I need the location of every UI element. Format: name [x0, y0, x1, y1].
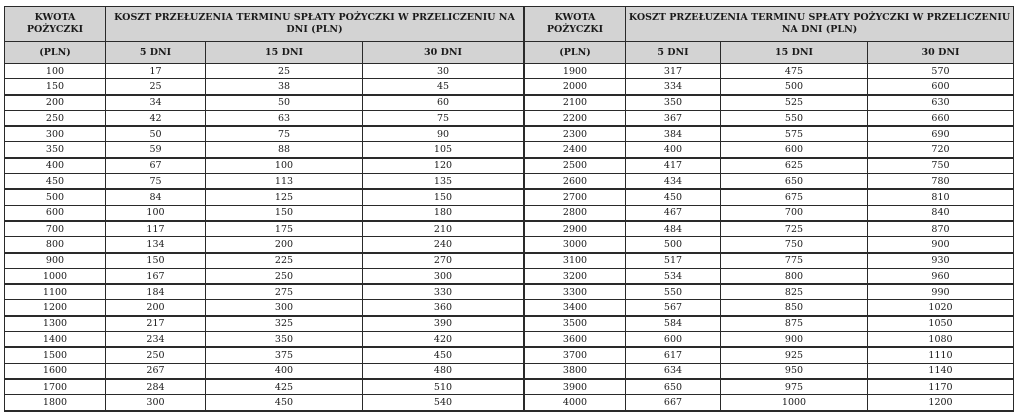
loan-amount-cell: 1900 [525, 64, 626, 79]
cost-5-days-cell: 59 [106, 142, 206, 158]
cost-15-days-cell: 275 [206, 284, 363, 300]
loan-amount-cell: 2300 [525, 126, 626, 142]
cost-30-days-cell: 300 [363, 268, 524, 284]
cost-15-days-cell: 675 [721, 189, 868, 205]
loan-amount-cell: 2900 [525, 221, 626, 237]
cost-30-days-cell: 930 [868, 253, 1014, 269]
cost-5-days-cell: 100 [106, 205, 206, 221]
table-row [5, 95, 524, 111]
cost-30-days-cell: 90 [363, 126, 524, 142]
cost-15-days-cell: 300 [206, 300, 363, 316]
cost-15-days-cell: 475 [721, 64, 868, 79]
cost-15-days-cell: 225 [206, 253, 363, 269]
cost-30-days-cell: 480 [363, 363, 524, 379]
loan-amount-cell: 2100 [525, 95, 626, 111]
table-row [525, 300, 1014, 316]
cost-30-days-cell: 360 [363, 300, 524, 316]
loan-amount-cell: 150 [5, 79, 106, 95]
cost-30-days-cell: 1200 [868, 395, 1014, 411]
table-row [5, 395, 524, 411]
cost-15-days-cell: 800 [721, 268, 868, 284]
cost-15-days-cell: 1000 [721, 395, 868, 411]
cost-5-days-cell: 75 [106, 174, 206, 190]
loan-amount-cell: 2500 [525, 158, 626, 174]
cost-5-days-cell: 617 [626, 347, 721, 363]
loan-amount-cell: 1000 [5, 268, 106, 284]
cost-5-days-cell: 350 [626, 95, 721, 111]
table-row [525, 395, 1014, 411]
cost-15-days-cell: 25 [206, 64, 363, 79]
cost-5-days-cell: 50 [106, 126, 206, 142]
loan-amount-cell: 1600 [5, 363, 106, 379]
cost-30-days-cell: 990 [868, 284, 1014, 300]
cost-30-days-cell: 210 [363, 221, 524, 237]
header-30-days: 30 DNI [363, 42, 524, 64]
cost-30-days-cell: 870 [868, 221, 1014, 237]
cost-15-days-cell: 375 [206, 347, 363, 363]
loan-amount-cell: 250 [5, 110, 106, 126]
table-row [525, 316, 1014, 332]
table-row [5, 64, 524, 79]
cost-30-days-cell: 510 [363, 379, 524, 395]
header-15-days: 15 DNI [721, 42, 868, 64]
cost-15-days-cell: 38 [206, 79, 363, 95]
cost-15-days-cell: 900 [721, 332, 868, 348]
table-row [5, 174, 524, 190]
cost-30-days-cell: 135 [363, 174, 524, 190]
table-row [5, 268, 524, 284]
cost-15-days-cell: 113 [206, 174, 363, 190]
cost-30-days-cell: 570 [868, 64, 1014, 79]
cost-30-days-cell: 660 [868, 110, 1014, 126]
loan-amount-cell: 2200 [525, 110, 626, 126]
table-row [5, 347, 524, 363]
cost-15-days-cell: 650 [721, 174, 868, 190]
table-row [5, 300, 524, 316]
cost-30-days-cell: 420 [363, 332, 524, 348]
cost-30-days-cell: 1110 [868, 347, 1014, 363]
cost-15-days-cell: 425 [206, 379, 363, 395]
table-row [525, 363, 1014, 379]
cost-30-days-cell: 960 [868, 268, 1014, 284]
cost-30-days-cell: 780 [868, 174, 1014, 190]
table-row [5, 158, 524, 174]
table-row [525, 347, 1014, 363]
loan-amount-cell: 1400 [5, 332, 106, 348]
table-row [525, 237, 1014, 253]
table-row [525, 205, 1014, 221]
loan-amount-cell: 2400 [525, 142, 626, 158]
cost-5-days-cell: 434 [626, 174, 721, 190]
header-extension-cost: KOSZT PRZEŁUZENIA TERMINU SPŁATY POŻYCZKI W PRZELICZENIU NA DNI (PLN) [626, 7, 1014, 42]
loan-amount-cell: 1100 [5, 284, 106, 300]
header-5-days: 5 DNI [626, 42, 721, 64]
cost-30-days-cell: 45 [363, 79, 524, 95]
table-row [525, 379, 1014, 395]
cost-5-days-cell: 317 [626, 64, 721, 79]
cost-5-days-cell: 450 [626, 189, 721, 205]
loan-amount-cell: 350 [5, 142, 106, 158]
loan-amount-cell: 3400 [525, 300, 626, 316]
loan-amount-cell: 2800 [525, 205, 626, 221]
loan-amount-cell: 600 [5, 205, 106, 221]
cost-15-days-cell: 100 [206, 158, 363, 174]
loan-amount-cell: 3200 [525, 268, 626, 284]
cost-5-days-cell: 650 [626, 379, 721, 395]
cost-30-days-cell: 1080 [868, 332, 1014, 348]
loan-amount-cell: 1200 [5, 300, 106, 316]
loan-amount-cell: 200 [5, 95, 106, 111]
cost-table-left [4, 6, 524, 412]
loan-amount-cell: 3700 [525, 347, 626, 363]
cost-15-days-cell: 700 [721, 205, 868, 221]
loan-amount-cell: 900 [5, 253, 106, 269]
cost-15-days-cell: 250 [206, 268, 363, 284]
cost-15-days-cell: 50 [206, 95, 363, 111]
cost-15-days-cell: 850 [721, 300, 868, 316]
cost-5-days-cell: 200 [106, 300, 206, 316]
cost-15-days-cell: 575 [721, 126, 868, 142]
cost-5-days-cell: 167 [106, 268, 206, 284]
cost-15-days-cell: 625 [721, 158, 868, 174]
header-amount-unit: (PLN) [5, 42, 106, 64]
loan-amount-cell: 700 [5, 221, 106, 237]
cost-30-days-cell: 120 [363, 158, 524, 174]
cost-5-days-cell: 150 [106, 253, 206, 269]
cost-5-days-cell: 567 [626, 300, 721, 316]
cost-30-days-cell: 60 [363, 95, 524, 111]
cost-30-days-cell: 600 [868, 79, 1014, 95]
cost-5-days-cell: 367 [626, 110, 721, 126]
cost-5-days-cell: 184 [106, 284, 206, 300]
header-loan-amount: KWOTA POŻYCZKI [525, 7, 626, 42]
table-row [525, 253, 1014, 269]
cost-15-days-cell: 75 [206, 126, 363, 142]
cost-5-days-cell: 417 [626, 158, 721, 174]
cost-30-days-cell: 240 [363, 237, 524, 253]
cost-5-days-cell: 25 [106, 79, 206, 95]
loan-amount-cell: 1800 [5, 395, 106, 411]
cost-30-days-cell: 105 [363, 142, 524, 158]
cost-15-days-cell: 525 [721, 95, 868, 111]
cost-30-days-cell: 330 [363, 284, 524, 300]
cost-5-days-cell: 384 [626, 126, 721, 142]
table-row [525, 284, 1014, 300]
table-row [5, 316, 524, 332]
cost-30-days-cell: 390 [363, 316, 524, 332]
cost-5-days-cell: 67 [106, 158, 206, 174]
table-row [5, 79, 524, 95]
header-30-days: 30 DNI [868, 42, 1014, 64]
cost-5-days-cell: 134 [106, 237, 206, 253]
table-row [5, 221, 524, 237]
loan-amount-cell: 3900 [525, 379, 626, 395]
cost-5-days-cell: 300 [106, 395, 206, 411]
cost-5-days-cell: 17 [106, 64, 206, 79]
cost-5-days-cell: 600 [626, 332, 721, 348]
cost-15-days-cell: 875 [721, 316, 868, 332]
cost-5-days-cell: 550 [626, 284, 721, 300]
cost-30-days-cell: 270 [363, 253, 524, 269]
table-row [5, 110, 524, 126]
cost-15-days-cell: 200 [206, 237, 363, 253]
loan-amount-cell: 2600 [525, 174, 626, 190]
cost-15-days-cell: 600 [721, 142, 868, 158]
loan-amount-cell: 3600 [525, 332, 626, 348]
table-row [5, 126, 524, 142]
loan-amount-cell: 800 [5, 237, 106, 253]
table-row [525, 79, 1014, 95]
cost-5-days-cell: 667 [626, 395, 721, 411]
cost-15-days-cell: 750 [721, 237, 868, 253]
cost-30-days-cell: 75 [363, 110, 524, 126]
loan-amount-cell: 3000 [525, 237, 626, 253]
cost-30-days-cell: 150 [363, 189, 524, 205]
cost-5-days-cell: 634 [626, 363, 721, 379]
cost-5-days-cell: 484 [626, 221, 721, 237]
cost-15-days-cell: 975 [721, 379, 868, 395]
table-row [525, 64, 1014, 79]
cost-30-days-cell: 630 [868, 95, 1014, 111]
header-loan-amount: KWOTA POŻYCZKI [5, 7, 106, 42]
cost-30-days-cell: 30 [363, 64, 524, 79]
loan-amount-cell: 1500 [5, 347, 106, 363]
loan-extension-cost-document [4, 6, 1014, 412]
cost-30-days-cell: 450 [363, 347, 524, 363]
cost-30-days-cell: 1170 [868, 379, 1014, 395]
table-row [525, 221, 1014, 237]
cost-15-days-cell: 175 [206, 221, 363, 237]
cost-5-days-cell: 500 [626, 237, 721, 253]
table-row [525, 189, 1014, 205]
table-row [525, 95, 1014, 111]
cost-15-days-cell: 150 [206, 205, 363, 221]
cost-5-days-cell: 234 [106, 332, 206, 348]
cost-5-days-cell: 42 [106, 110, 206, 126]
cost-5-days-cell: 267 [106, 363, 206, 379]
loan-amount-cell: 3300 [525, 284, 626, 300]
loan-amount-cell: 2700 [525, 189, 626, 205]
cost-15-days-cell: 775 [721, 253, 868, 269]
cost-5-days-cell: 400 [626, 142, 721, 158]
table-row [5, 253, 524, 269]
table-row [5, 379, 524, 395]
cost-15-days-cell: 125 [206, 189, 363, 205]
cost-15-days-cell: 325 [206, 316, 363, 332]
table-row [5, 363, 524, 379]
cost-15-days-cell: 88 [206, 142, 363, 158]
loan-amount-cell: 3800 [525, 363, 626, 379]
cost-30-days-cell: 720 [868, 142, 1014, 158]
cost-15-days-cell: 825 [721, 284, 868, 300]
cost-15-days-cell: 950 [721, 363, 868, 379]
cost-30-days-cell: 1020 [868, 300, 1014, 316]
table-row [525, 174, 1014, 190]
loan-amount-cell: 4000 [525, 395, 626, 411]
table-row [525, 142, 1014, 158]
cost-5-days-cell: 334 [626, 79, 721, 95]
table-row [5, 189, 524, 205]
cost-5-days-cell: 84 [106, 189, 206, 205]
loan-amount-cell: 450 [5, 174, 106, 190]
cost-15-days-cell: 500 [721, 79, 868, 95]
cost-5-days-cell: 217 [106, 316, 206, 332]
cost-5-days-cell: 534 [626, 268, 721, 284]
header-extension-cost: KOSZT PRZEŁUZENIA TERMINU SPŁATY POŻYCZKI W PRZELICZENIU NA DNI (PLN) [106, 7, 524, 42]
loan-amount-cell: 3100 [525, 253, 626, 269]
table-row [5, 284, 524, 300]
header-5-days: 5 DNI [106, 42, 206, 64]
cost-15-days-cell: 925 [721, 347, 868, 363]
cost-5-days-cell: 517 [626, 253, 721, 269]
table-row [5, 142, 524, 158]
table-row [5, 332, 524, 348]
cost-30-days-cell: 1140 [868, 363, 1014, 379]
cost-5-days-cell: 117 [106, 221, 206, 237]
table-row [525, 158, 1014, 174]
cost-5-days-cell: 34 [106, 95, 206, 111]
cost-30-days-cell: 810 [868, 189, 1014, 205]
cost-30-days-cell: 180 [363, 205, 524, 221]
loan-amount-cell: 400 [5, 158, 106, 174]
table-row [525, 268, 1014, 284]
loan-amount-cell: 500 [5, 189, 106, 205]
cost-30-days-cell: 1050 [868, 316, 1014, 332]
cost-5-days-cell: 284 [106, 379, 206, 395]
table-row [525, 126, 1014, 142]
loan-amount-cell: 1300 [5, 316, 106, 332]
cost-5-days-cell: 467 [626, 205, 721, 221]
cost-30-days-cell: 900 [868, 237, 1014, 253]
cost-5-days-cell: 250 [106, 347, 206, 363]
loan-amount-cell: 100 [5, 64, 106, 79]
table-row [5, 237, 524, 253]
cost-15-days-cell: 725 [721, 221, 868, 237]
cost-30-days-cell: 540 [363, 395, 524, 411]
loan-amount-cell: 300 [5, 126, 106, 142]
cost-15-days-cell: 550 [721, 110, 868, 126]
loan-amount-cell: 3500 [525, 316, 626, 332]
cost-30-days-cell: 750 [868, 158, 1014, 174]
cost-15-days-cell: 63 [206, 110, 363, 126]
cost-15-days-cell: 350 [206, 332, 363, 348]
loan-amount-cell: 2000 [525, 79, 626, 95]
cost-5-days-cell: 584 [626, 316, 721, 332]
table-row [525, 110, 1014, 126]
header-15-days: 15 DNI [206, 42, 363, 64]
cost-15-days-cell: 450 [206, 395, 363, 411]
cost-15-days-cell: 400 [206, 363, 363, 379]
loan-amount-cell: 1700 [5, 379, 106, 395]
header-amount-unit: (PLN) [525, 42, 626, 64]
cost-30-days-cell: 690 [868, 126, 1014, 142]
table-row [5, 205, 524, 221]
table-row [525, 332, 1014, 348]
cost-table-right [524, 6, 1014, 412]
cost-30-days-cell: 840 [868, 205, 1014, 221]
